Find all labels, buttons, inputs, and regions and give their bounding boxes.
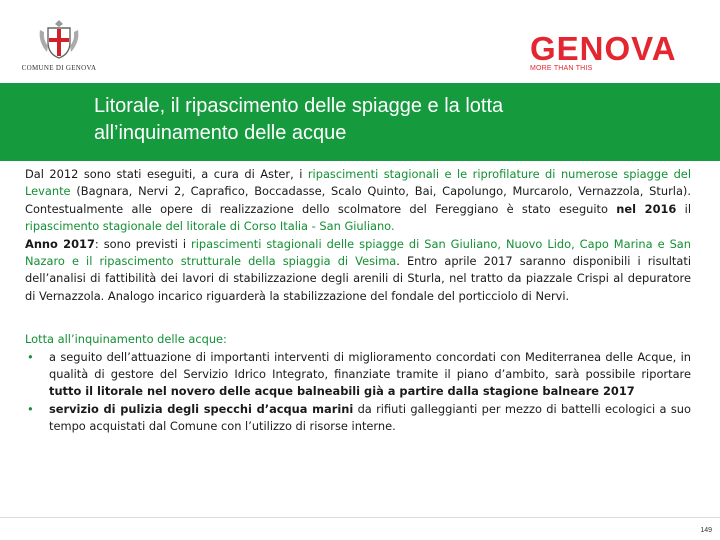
paragraph-text: il [676, 201, 691, 216]
comune-caption: COMUNE DI GENOVA [21, 64, 97, 72]
highlight-text: ripascimenti stagionali delle spiagge di San Giuliano, Nuovo Lido, Capo Marina e San Nazaro e il ripascimento strutturale della spiaggia di Vesima [25, 236, 691, 269]
page-number: 149 [700, 527, 712, 534]
genova-wordmark: GENOVA [530, 30, 677, 67]
highlight-text: ripascimenti stagionali e le riprofilature di numerose spiagge del Levante [25, 167, 691, 199]
section-heading-inquinamento: Lotta all’inquinamento delle acque: [25, 332, 227, 347]
slide-body [25, 166, 691, 436]
highlight-text: ripascimento stagionale del litorale di Corso Italia - San Giuliano. [25, 219, 395, 234]
footer-divider [0, 517, 720, 518]
paragraph-anno-2017 [25, 236, 691, 306]
coat-of-arms-icon [36, 16, 82, 62]
list-item [25, 401, 691, 436]
bullet-icon: • [27, 401, 34, 416]
paragraph-text: a seguito dell’attuazione di importanti interventi di miglioramento concordati con Mediterranea delle Acque, in qualità di gestore del Servizio Idrico Integrato, finanziate tramite il piano d’ambito, sarà possibile riportare [49, 349, 691, 382]
paragraph-text: (Bagnara, Nervi 2, Caprafico, Boccadasse, Scalo Quinto, Bai, Capolungo, Murcarolo, Vernazzola, Sturla). Contestualmente alle opere di realizzazione dello scolmatore del Fereggiano è stato eseguito [25, 184, 691, 216]
bold-text: tutto il litorale nel novero delle acque balneabili già a partire dalla stagione balneare 2017 [49, 384, 635, 399]
bullet-icon: • [27, 349, 34, 364]
bold-text: nel 2016 [616, 201, 677, 216]
paragraph-ripascimenti [25, 166, 691, 236]
slide-title [94, 93, 654, 147]
bold-text: Anno 2017 [25, 236, 95, 251]
list-item [25, 349, 691, 401]
bold-text: servizio di pulizia degli specchi d’acqua marini [49, 401, 354, 416]
paragraph-text: da rifiuti galleggianti per mezzo di battelli ecologici a suo tempo acquistati dal Comune con l’utilizzo di risorse interne. [49, 401, 691, 434]
slide-title-line-2: all’inquinamento delle acque [94, 122, 347, 144]
genova-tagline: MORE THAN THIS [530, 65, 593, 72]
bullet-list [25, 349, 691, 436]
paragraph-text: Dal 2012 sono stati eseguiti, a cura di Aster, i [25, 167, 308, 181]
genova-brand-logo [530, 30, 702, 74]
paragraph-text: : sono previsti i [94, 236, 192, 251]
paragraph-text: . Entro aprile 2017 saranno disponibili i risultati dell’analisi di fattibilità dei lavori di stabilizzazione degli arenili di Sturla, nel tratto da piazzale Crispi al depuratore di Vernazzola. Analogo incarico riguarderà la stabilizzazione del fondale del porticciolo di Nervi. [25, 254, 691, 303]
slide-title-line-1: Litorale, il ripascimento delle spiagge e la lotta [94, 95, 504, 117]
